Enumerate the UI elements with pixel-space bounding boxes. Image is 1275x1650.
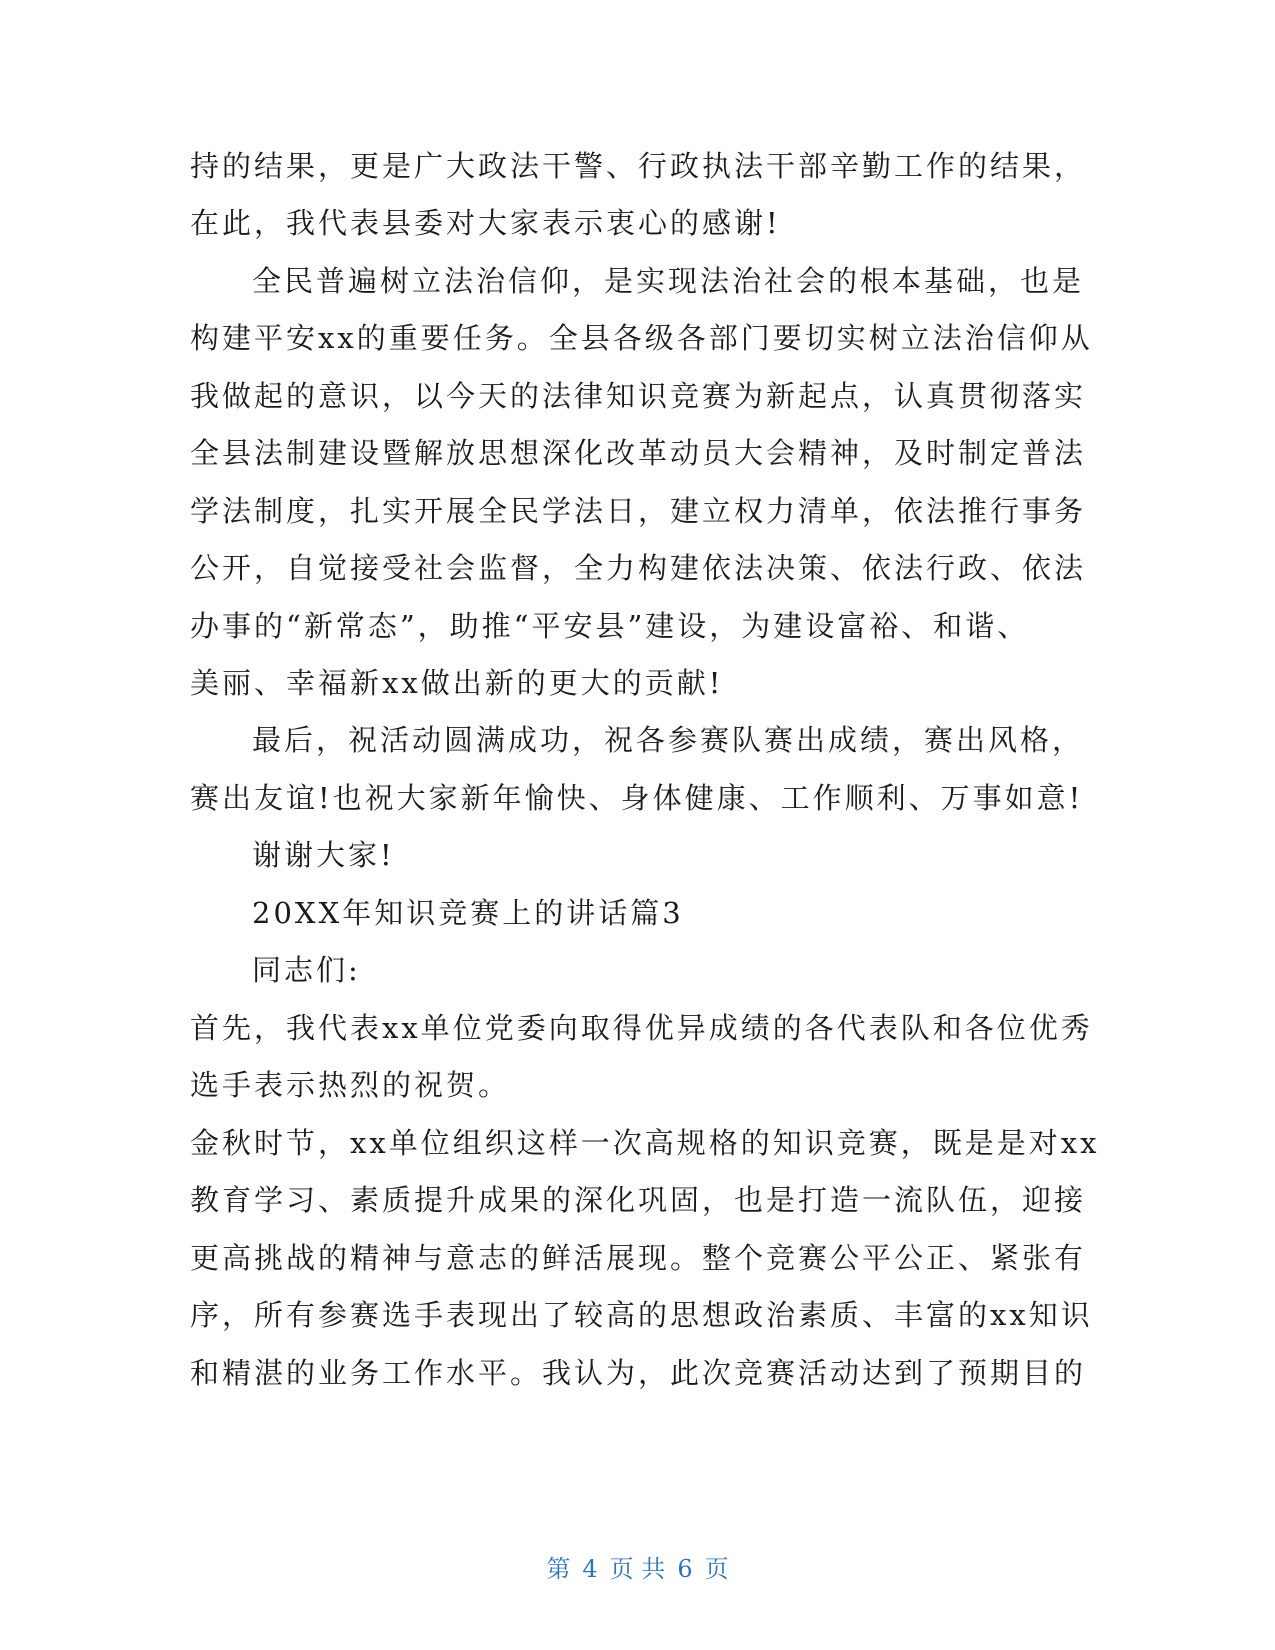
footer-prefix: 第 <box>546 1555 571 1583</box>
paragraph-line: 构建平安xx的重要任务。全县各级各部门要切实树立法治信仰从 <box>190 321 1093 355</box>
total-pages-number: 6 <box>677 1555 693 1583</box>
paragraph-line: 全县法制建设暨解放思想深化改革动员大会精神，及时制定普法 <box>190 436 1087 470</box>
footer-suffix: 页 <box>704 1555 729 1583</box>
paragraph-line: 办事的“新常态”，助推“平安县”建设，为建设富裕、和谐、 <box>190 609 1030 643</box>
paragraph-line: 首先，我代表xx单位党委向取得优异成绩的各代表队和各位优秀 <box>190 1011 1093 1045</box>
paragraph-line: 学法制度，扎实开展全民学法日，建立权力清单，依法推行事务 <box>190 494 1087 528</box>
paragraph-line: 持的结果，更是广大政法干警、行政执法干部辛勤工作的结果， <box>190 149 1087 183</box>
footer-middle: 页 共 <box>609 1555 666 1583</box>
paragraph-line: 和精湛的业务工作水平。我认为，此次竞赛活动达到了预期目的 <box>190 1356 1087 1390</box>
paragraph-line: 金秋时节，xx单位组织这样一次高规格的知识竞赛，既是是对xx <box>190 1126 1100 1160</box>
paragraph-line: 赛出友谊!也祝大家新年愉快、身体健康、工作顺利、万事如意! <box>190 781 1084 815</box>
paragraph-line: 最后，祝活动圆满成功，祝各参赛队赛出成绩，赛出风格， <box>252 723 1085 757</box>
paragraph-line: 全民普遍树立法治信仰，是实现法治社会的根本基础，也是 <box>252 264 1085 298</box>
current-page-number: 4 <box>582 1555 598 1583</box>
paragraph-line: 选手表示热烈的祝贺。 <box>190 1068 511 1102</box>
paragraph-line: 谢谢大家! <box>252 838 395 872</box>
paragraph-line: 更高挑战的精神与意志的鲜活展现。整个竞赛公平公正、紧张有 <box>190 1241 1087 1275</box>
section-heading: 20XX年知识竞赛上的讲话篇3 <box>252 896 684 930</box>
paragraph-line: 公开，自觉接受社会监督，全力构建依法决策、依法行政、依法 <box>190 551 1087 585</box>
paragraph-line: 在此，我代表县委对大家表示衷心的感谢! <box>190 206 781 240</box>
salutation: 同志们: <box>252 953 361 987</box>
paragraph-line: 我做起的意识，以今天的法律知识竞赛为新起点，认真贯彻落实 <box>190 379 1087 413</box>
paragraph-line: 美丽、幸福新xx做出新的更大的贡献! <box>190 666 724 700</box>
page-footer <box>0 1549 1275 1584</box>
paragraph-line: 序，所有参赛选手表现出了较高的思想政治素质、丰富的xx知识 <box>190 1298 1093 1332</box>
paragraph-line: 教育学习、素质提升成果的深化巩固，也是打造一流队伍，迎接 <box>190 1183 1087 1217</box>
